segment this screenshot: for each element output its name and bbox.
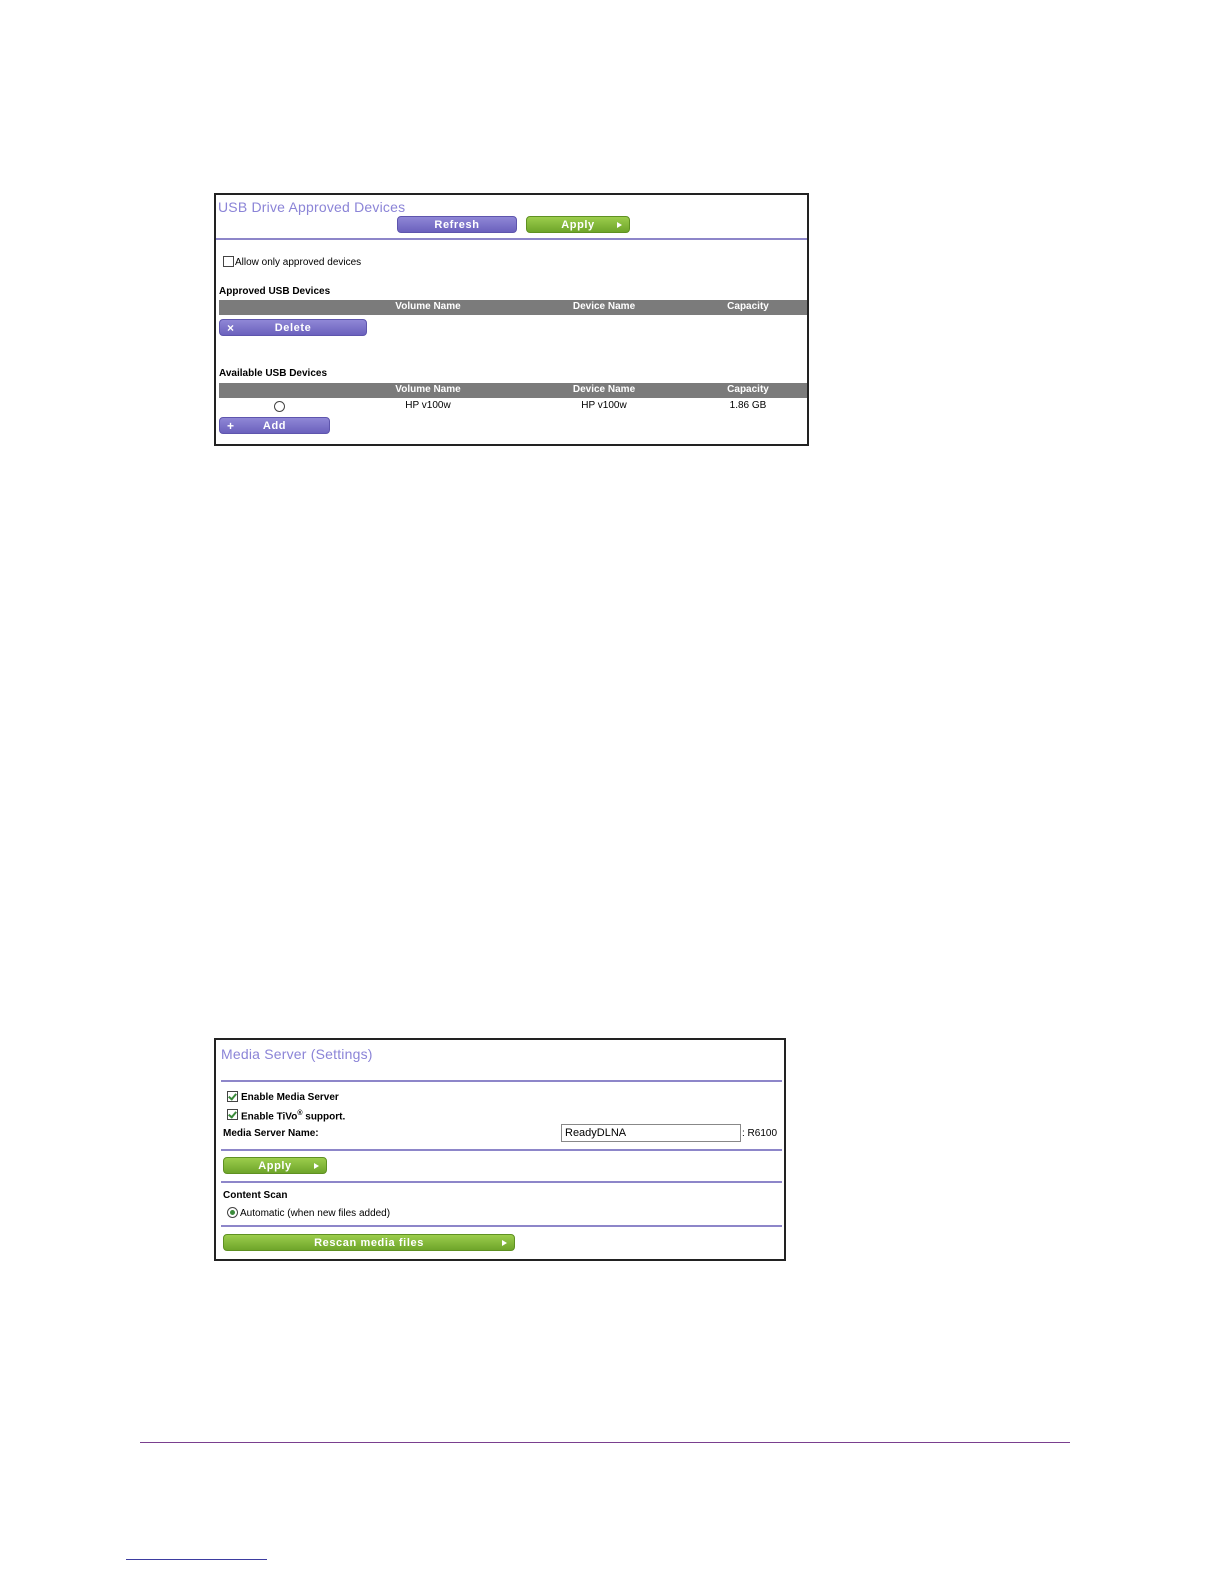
column-header-volume-name: Volume Name (395, 301, 461, 312)
table-row (219, 399, 807, 413)
media-server-name-input[interactable] (561, 1124, 741, 1142)
media-server-settings-panel (214, 1038, 786, 1261)
plus-icon: + (227, 418, 235, 433)
rescan-media-files-button[interactable] (223, 1234, 515, 1251)
add-button[interactable] (219, 417, 330, 434)
footer-divider (140, 1442, 1070, 1443)
apply-button-label: Apply (258, 1159, 292, 1172)
volume-name-cell: HP v100w (405, 400, 451, 411)
media-server-name-suffix: : R6100 (742, 1128, 778, 1139)
divider (216, 238, 807, 240)
device-name-cell: HP v100w (581, 400, 627, 411)
column-header-volume-name: Volume Name (395, 384, 461, 395)
rescan-button-label: Rescan media files (314, 1236, 424, 1249)
enable-tivo-checkbox[interactable] (227, 1109, 238, 1120)
automatic-scan-label: Automatic (when new files added) (240, 1208, 391, 1219)
divider (221, 1149, 782, 1151)
divider (221, 1225, 782, 1227)
capacity-cell: 1.86 GB (729, 400, 767, 411)
refresh-button[interactable] (397, 216, 517, 233)
device-select-radio[interactable] (274, 401, 285, 412)
close-icon: × (227, 320, 235, 335)
column-header-device-name: Device Name (572, 384, 636, 395)
arrow-right-icon (502, 1240, 507, 1246)
available-devices-table-header (219, 383, 807, 398)
approved-devices-heading: Approved USB Devices (219, 286, 331, 297)
allow-only-approved-label: Allow only approved devices (235, 257, 362, 268)
apply-button-label: Apply (561, 218, 595, 231)
allow-only-approved-checkbox[interactable] (223, 256, 234, 267)
arrow-right-icon (617, 222, 622, 228)
enable-media-server-checkbox[interactable] (227, 1091, 238, 1102)
add-button-label: Add (262, 419, 287, 432)
refresh-button-label: Refresh (434, 218, 480, 231)
automatic-scan-radio[interactable] (227, 1207, 238, 1218)
column-header-device-name: Device Name (572, 301, 636, 312)
footer-link-underline[interactable] (126, 1559, 267, 1560)
apply-button[interactable] (526, 216, 630, 233)
panel-title: USB Drive Approved Devices (218, 199, 406, 215)
delete-button[interactable] (219, 319, 367, 336)
media-server-name-label: Media Server Name: (223, 1128, 319, 1139)
delete-button-label: Delete (274, 321, 312, 334)
divider (221, 1181, 782, 1183)
enable-tivo-label (241, 1110, 345, 1122)
column-header-capacity: Capacity (727, 384, 769, 395)
enable-tivo-text: Enable TiVo (241, 1111, 298, 1123)
arrow-right-icon (314, 1163, 319, 1169)
registered-mark: ® (297, 1110, 303, 1117)
panel-title: Media Server (Settings) (221, 1046, 373, 1062)
column-header-capacity: Capacity (727, 301, 769, 312)
content-scan-heading: Content Scan (223, 1190, 288, 1201)
enable-tivo-suffix: support. (302, 1111, 346, 1123)
enable-media-server-label: Enable Media Server (241, 1092, 339, 1103)
divider (221, 1080, 782, 1082)
available-devices-heading: Available USB Devices (219, 368, 328, 379)
approved-devices-table-header (219, 300, 807, 315)
apply-button[interactable] (223, 1157, 327, 1174)
usb-approved-devices-panel (214, 193, 809, 446)
